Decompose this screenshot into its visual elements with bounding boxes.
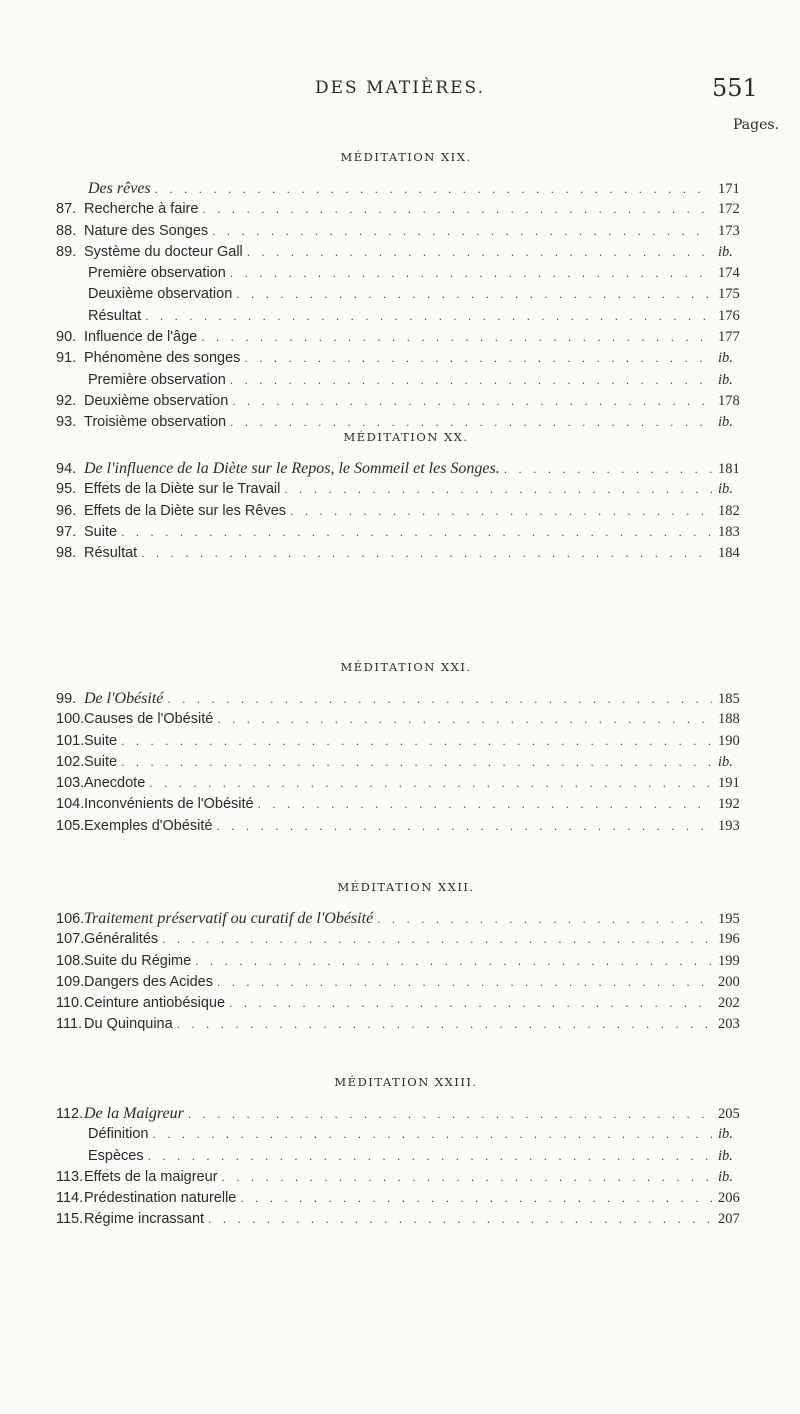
- toc-section: [56, 430, 756, 566]
- toc-entry: [56, 796, 756, 817]
- toc-entry: [56, 503, 756, 524]
- toc-entry: [56, 818, 756, 839]
- entry-page-number: 172: [718, 201, 740, 218]
- entry-title: Suite du Régime: [84, 952, 192, 969]
- toc-section: [56, 880, 756, 1038]
- dot-leader: [162, 932, 712, 946]
- entry-title: Influence de l'âge: [84, 329, 198, 346]
- toc-entry: [56, 1126, 756, 1147]
- entry-title: Traitement préservatif ou curatif de l'Obésité: [84, 910, 374, 927]
- entry-number: 93.: [56, 414, 77, 431]
- entry-page-number: 182: [718, 502, 740, 519]
- entry-page-number: 178: [718, 392, 740, 409]
- toc-entry: [56, 775, 756, 796]
- entry-title: Définition: [88, 1126, 149, 1143]
- pages-column-label: Pages.: [733, 117, 780, 133]
- entry-number: 88.: [56, 222, 77, 239]
- entry-number: 96.: [56, 502, 77, 519]
- entry-title: Suite: [84, 732, 118, 749]
- entry-title: Causes de l'Obésité: [84, 711, 214, 728]
- section-title: MÉDITATION XX.: [343, 430, 469, 444]
- entry-page-number: ib.: [718, 371, 733, 388]
- entry-title: Nature des Songes: [84, 222, 209, 239]
- entry-title: Des rêves: [88, 180, 151, 197]
- entry-number: 104.: [56, 796, 85, 813]
- entry-title: De la Maigreur: [84, 1105, 184, 1122]
- dot-leader: [290, 504, 712, 518]
- running-head: DES MATIÈRES.: [315, 78, 485, 98]
- entry-number: 95.: [56, 481, 77, 498]
- entry-page-number: ib.: [718, 753, 733, 770]
- entry-title: Recherche à faire: [84, 201, 199, 218]
- entry-title: Prédestination naturelle: [84, 1190, 237, 1207]
- toc-entry: [56, 372, 756, 393]
- toc-entry: [56, 180, 756, 201]
- entry-title: Deuxième observation: [84, 392, 229, 409]
- entry-page-number: ib.: [718, 414, 733, 431]
- entry-page-number: 202: [718, 995, 740, 1012]
- dot-leader: [377, 912, 712, 926]
- toc-entry: [56, 223, 756, 244]
- toc-entry: [56, 265, 756, 286]
- entry-page-number: 181: [718, 461, 740, 477]
- toc-entry: [56, 393, 756, 414]
- entry-title: Inconvénients de l'Obésité: [84, 796, 254, 813]
- toc-entry: [56, 1169, 756, 1190]
- entry-title: Première observation: [88, 371, 226, 388]
- toc-entry: [56, 974, 756, 995]
- dot-leader: [121, 525, 712, 539]
- entry-title: Résultat: [88, 307, 142, 324]
- dot-leader: [258, 797, 712, 811]
- toc-entry: [56, 524, 756, 545]
- entry-number: 92.: [56, 392, 77, 409]
- entry-title: Suite: [84, 753, 118, 770]
- toc-entry: [56, 711, 756, 732]
- entry-page-number: 173: [718, 222, 740, 239]
- toc-entry: [56, 690, 756, 711]
- entry-title: Première observation: [88, 265, 226, 282]
- entry-page-number: ib.: [718, 1147, 733, 1164]
- dot-leader: [177, 1017, 712, 1031]
- entry-number: 112.: [56, 1106, 84, 1122]
- entry-page-number: 192: [718, 796, 740, 813]
- entry-page-number: 175: [718, 286, 740, 303]
- entry-number: 115.: [56, 1211, 84, 1228]
- entry-page-number: 191: [718, 775, 740, 792]
- dot-leader: [240, 1191, 712, 1205]
- entry-title: Régime incrassant: [84, 1211, 205, 1228]
- entry-page-number: 200: [718, 973, 740, 990]
- dot-leader: [188, 1107, 712, 1121]
- toc-entry: [56, 754, 756, 775]
- toc-entry: [56, 244, 756, 265]
- entry-number: 114.: [56, 1190, 84, 1207]
- entry-number: 106.: [56, 911, 85, 927]
- dot-leader: [232, 394, 712, 408]
- dot-leader: [244, 351, 712, 365]
- toc-entry: [56, 910, 756, 931]
- entry-title: Effets de la Diète sur le Travail: [84, 481, 281, 498]
- page-number: 551: [712, 74, 758, 102]
- entry-page-number: 207: [718, 1211, 740, 1228]
- dot-leader: [167, 692, 712, 706]
- dot-leader: [148, 1149, 712, 1163]
- dot-leader: [201, 330, 712, 344]
- entry-page-number: 171: [718, 181, 740, 197]
- entry-page-number: 176: [718, 307, 740, 324]
- section-title: MÉDITATION XXI.: [340, 660, 472, 674]
- entry-number: 87.: [56, 201, 77, 218]
- entry-page-number: 174: [718, 265, 740, 282]
- entry-number: 110.: [56, 995, 84, 1012]
- dot-leader: [141, 546, 712, 560]
- entry-number: 98.: [56, 545, 77, 562]
- entry-number: 89.: [56, 243, 77, 260]
- dot-leader: [504, 462, 712, 476]
- toc-entry: [56, 350, 756, 371]
- dot-leader: [121, 755, 712, 769]
- entry-title: Système du docteur Gall: [84, 243, 243, 260]
- entry-page-number: 184: [718, 545, 740, 562]
- toc-entry: [56, 329, 756, 350]
- dot-leader: [208, 1212, 712, 1226]
- entry-title: Généralités: [84, 931, 159, 948]
- entry-page-number: 185: [718, 691, 740, 707]
- dot-leader: [284, 482, 712, 496]
- toc-entry: [56, 1016, 756, 1037]
- dot-leader: [230, 415, 712, 429]
- entry-number: 94.: [56, 461, 77, 477]
- dot-leader: [149, 776, 712, 790]
- toc-entry: [56, 286, 756, 307]
- toc-entry: [56, 201, 756, 222]
- toc-entry: [56, 308, 756, 329]
- toc-entry: [56, 953, 756, 974]
- entry-title: De l'Obésité: [84, 690, 164, 707]
- entry-page-number: 196: [718, 931, 740, 948]
- entry-page-number: ib.: [718, 1126, 733, 1143]
- entry-page-number: 188: [718, 711, 740, 728]
- entry-title: Du Quinquina: [84, 1016, 173, 1033]
- entry-number: 108.: [56, 952, 85, 969]
- toc-entry: [56, 460, 756, 481]
- entry-title: Espèces: [88, 1147, 144, 1164]
- entry-title: Troisième observation: [84, 414, 227, 431]
- entry-number: 109.: [56, 973, 85, 990]
- entry-number: 101.: [56, 732, 85, 749]
- entry-number: 99.: [56, 691, 77, 707]
- entry-page-number: ib.: [718, 243, 733, 260]
- entry-page-number: ib.: [718, 481, 733, 498]
- entry-page-number: 199: [718, 952, 740, 969]
- dot-leader: [121, 734, 712, 748]
- entry-page-number: ib.: [718, 1168, 733, 1185]
- section-title: MÉDITATION XIX.: [340, 150, 472, 164]
- entry-title: Ceinture antiobésique: [84, 995, 226, 1012]
- entry-number: 103.: [56, 775, 85, 792]
- dot-leader: [145, 309, 712, 323]
- entry-page-number: ib.: [718, 350, 733, 367]
- dot-leader: [230, 373, 712, 387]
- entry-page-number: 190: [718, 732, 740, 749]
- dot-leader: [217, 712, 712, 726]
- entry-title: Anecdote: [84, 775, 146, 792]
- entry-title: Exemples d'Obésité: [84, 817, 213, 834]
- entry-page-number: 195: [718, 911, 740, 927]
- toc-entry: [56, 733, 756, 754]
- section-title: MÉDITATION XXII.: [337, 880, 475, 894]
- toc-section: [56, 660, 756, 839]
- entry-number: 100.: [56, 711, 85, 728]
- toc-entry: [56, 1211, 756, 1232]
- entry-page-number: 193: [718, 817, 740, 834]
- entry-title: Effets de la Diète sur les Rêves: [84, 502, 287, 519]
- dot-leader: [229, 996, 712, 1010]
- toc-entry: [56, 931, 756, 952]
- toc-entry: [56, 1105, 756, 1126]
- entry-number: 97.: [56, 523, 77, 540]
- dot-leader: [195, 954, 712, 968]
- entry-number: 91.: [56, 350, 77, 367]
- entry-number: 105.: [56, 817, 85, 834]
- dot-leader: [247, 245, 712, 259]
- entry-title: Phénomène des songes: [84, 350, 241, 367]
- entry-title: Deuxième observation: [88, 286, 233, 303]
- toc-entry: [56, 995, 756, 1016]
- entry-page-number: 206: [718, 1190, 740, 1207]
- dot-leader: [217, 975, 712, 989]
- entry-title: Dangers des Acides: [84, 973, 213, 990]
- entry-page-number: 177: [718, 329, 740, 346]
- entry-number: 90.: [56, 329, 77, 346]
- entry-number: 107.: [56, 931, 85, 948]
- entry-page-number: 203: [718, 1016, 740, 1033]
- entry-page-number: 205: [718, 1106, 740, 1122]
- entry-title: Résultat: [84, 545, 138, 562]
- toc-section: [56, 1075, 756, 1233]
- entry-page-number: 183: [718, 523, 740, 540]
- section-title: MÉDITATION XXIII.: [334, 1075, 478, 1089]
- dot-leader: [217, 819, 713, 833]
- entry-number: 113.: [56, 1168, 84, 1185]
- toc-entry: [56, 481, 756, 502]
- toc-section: [56, 150, 756, 436]
- entry-title: Effets de la maigreur: [84, 1168, 218, 1185]
- dot-leader: [222, 1170, 712, 1184]
- dot-leader: [202, 202, 712, 216]
- dot-leader: [236, 287, 712, 301]
- dot-leader: [212, 224, 712, 238]
- dot-leader: [152, 1127, 712, 1141]
- entry-title: Suite: [84, 523, 118, 540]
- entry-number: 102.: [56, 753, 85, 770]
- entry-number: 111.: [56, 1016, 83, 1033]
- entry-title: De l'influence de la Diète sur le Repos, le Sommeil et les Songes.: [84, 460, 500, 477]
- dot-leader: [230, 266, 712, 280]
- toc-entry: [56, 545, 756, 566]
- toc-entry: [56, 1190, 756, 1211]
- toc-entry: [56, 1148, 756, 1169]
- dot-leader: [155, 182, 712, 196]
